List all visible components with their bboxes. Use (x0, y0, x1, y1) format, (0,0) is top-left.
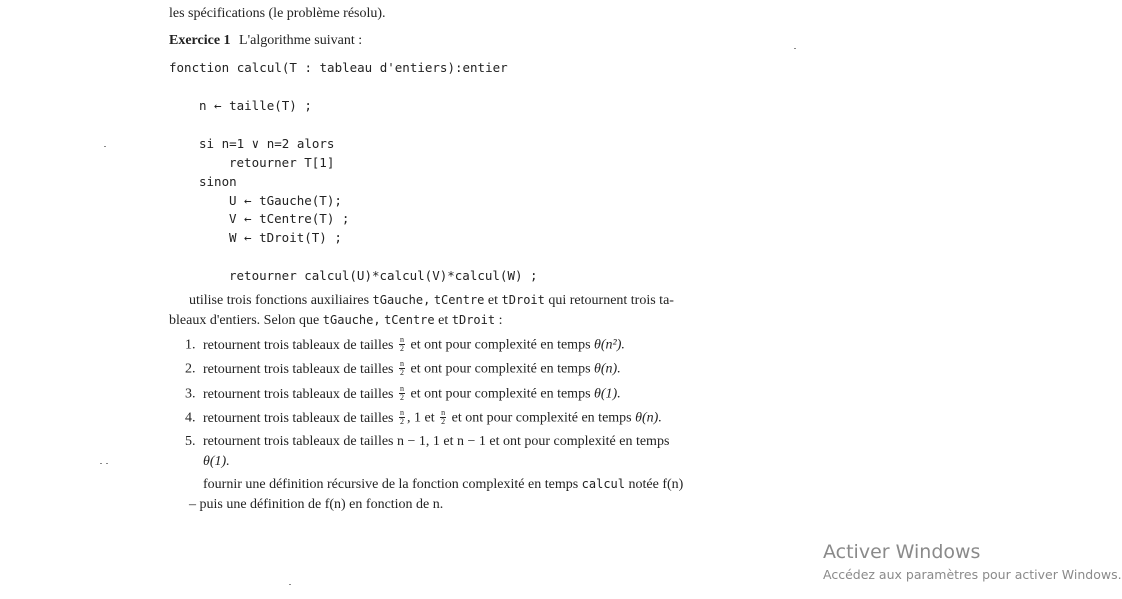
task-line-2: – puis une définition de f(n) en fonction de n. (189, 497, 444, 512)
exercise-heading (169, 33, 362, 49)
fraction-n-over-2: $\frac{n}{2}$ (441, 408, 446, 426)
list-item: 3. retournent trois tableaux de tailles $\frac{n}{2}$ et ont pour complexité en temps θ(1). (185, 384, 621, 402)
description-line-2: bleaux d'entiers. Selon que tGauche, tCentre et tDroit : (169, 313, 503, 328)
fn-tdroit: tDroit (501, 293, 545, 307)
fraction-n-over-2: $\frac{n}{2}$ (400, 359, 404, 377)
fn-tgauche: tGauche, (372, 293, 431, 307)
activation-watermark-title: Activer Windows (823, 541, 981, 563)
fraction-n-over-2: $\frac{n}{2}$ (400, 408, 404, 426)
code-signature: fonction calcul(T : tableau d'entiers):entier (169, 60, 508, 75)
fn-calcul: calcul (581, 477, 626, 491)
fn-tcentre-2: tCentre (384, 313, 435, 327)
fn-tgauche-2: tGauche, (322, 313, 381, 327)
description-line-1: utilise trois fonctions auxiliaires tGauche, tCentre et tDroit qui retournent trois ta- (189, 293, 674, 308)
list-item: 4. retournent trois tableaux de tailles $\frac{n}{2}$ , 1 et $\frac{n}{2}$ et ont pour complexité en temps θ(n). (185, 408, 662, 426)
list-item: 5. retournent trois tableaux de tailles n − 1, 1 et n − 1 et ont pour complexité en temps (185, 434, 670, 449)
code-line-return2: retourner calcul(U)*calcul(V)*calcul(W) ; (229, 268, 538, 283)
list-item: 2. retournent trois tableaux de tailles $\frac{n}{2}$ et ont pour complexité en temps θ(n). (185, 359, 621, 377)
list-item-continuation: θ(1). (203, 454, 230, 469)
code-line-else: sinon (199, 174, 237, 189)
scan-speck (289, 584, 291, 585)
scan-speck (104, 146, 106, 147)
exercise-subtitle: L'algorithme suivant : (239, 33, 363, 48)
list-item: 1. retournent trois tableaux de tailles $\frac{n}{2}$ et ont pour complexité en temps θ(n²). (185, 335, 625, 353)
intro-line: les spécifications (le problème résolu). (169, 6, 386, 21)
exercise-title: Exercice 1 (169, 33, 231, 48)
scan-speck (794, 48, 796, 49)
code-line-w: W ← tDroit(T) ; (229, 230, 342, 245)
activation-watermark-subtitle: Accédez aux paramètres pour activer Windows. (823, 567, 1122, 582)
fraction-n-over-2: $\frac{n}{2}$ (400, 335, 404, 353)
code-line-return1: retourner T[1] (229, 155, 335, 170)
fn-tcentre: tCentre (433, 293, 485, 307)
fraction-n-over-2: $\frac{n}{2}$ (400, 384, 404, 402)
code-line-if: si n=1 ∨ n=2 alors (199, 136, 335, 151)
task-line-1: fournir une définition récursive de la fonction complexité en temps calcul notée f(n) (203, 477, 684, 492)
code-line-u: U ← tGauche(T); (229, 193, 342, 208)
scan-speck (100, 463, 102, 464)
code-line-v: V ← tCentre(T) ; (229, 211, 350, 226)
code-line-n: n ← taille(T) ; (199, 98, 312, 113)
fn-tdroit-2: tDroit (451, 313, 496, 327)
scan-speck (106, 463, 108, 464)
